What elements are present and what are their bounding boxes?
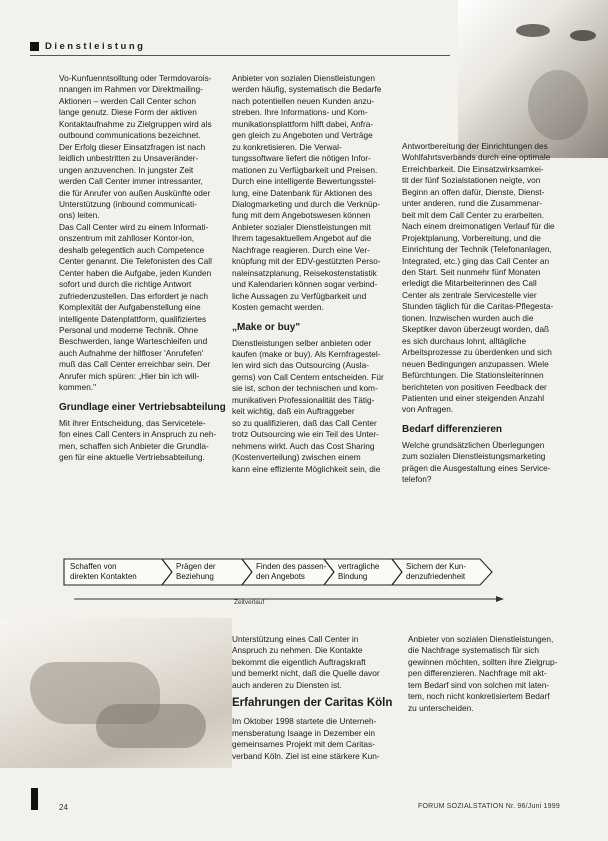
text-line: und bemerkt nicht, daß die Quelle davor: [232, 668, 380, 679]
text-line: Kosten gemacht werden.: [232, 302, 324, 313]
text-line: Dialogmarketing und durch die Verknüp-: [232, 198, 381, 209]
text-line: sofort und durch die richtige Antwort: [59, 279, 192, 290]
text-line: Wohlfahrtsverbands durch eine optimale: [402, 152, 551, 163]
text-line: Stunden täglich für die Caritas-Pflegesta-: [402, 301, 554, 312]
text-line: neuen Bedingungen anzupassen. Wiele: [402, 358, 549, 369]
time-axis-label: Zeitverlauf: [234, 599, 265, 606]
text-line: zum sozialen Dienstleistungsmarketing: [402, 451, 546, 462]
subhead-bedarf: Bedarf differenzieren: [402, 423, 503, 435]
text-line: Antwortbereitung der Einrichtungen des: [402, 141, 548, 151]
text-line: Nachfrage reagieren. Durch eine Ver-: [232, 244, 370, 255]
text-line: ungen anzuvenchen. In jungster Zeit: [59, 164, 194, 175]
text-line: Einrichtung der Technik (Telefonanlagen,: [402, 244, 552, 255]
text-line: so zu qualifizieren, daß das Call Center: [232, 417, 377, 428]
process-diagram: [56, 555, 526, 611]
text-line: bekommt die eigentlich Auftragskraft: [232, 656, 366, 667]
text-line: naleinsatzplanung, Reisekostenstatistik: [232, 267, 377, 278]
text-line: tionen. Inzwischen wurden auch die: [402, 312, 534, 323]
step-label-5: Sichern der Kun- denzufriedenheit: [406, 562, 467, 581]
text-line: den Start. Seit nunmehr fünf Monaten: [402, 266, 541, 277]
text-line: Arbeitsprozesse zu überdenken und sich: [402, 347, 552, 358]
subhead-make-or-buy: „Make or buy": [232, 321, 301, 333]
text-line: Beschwerden, lange Warteschleifen und: [59, 336, 208, 347]
text-line: die Nachfrage systematisch für sich: [408, 645, 539, 656]
text-line: pen differenzieren. Nachfrage mit akt-: [408, 668, 547, 679]
text-line: lange genutz. Diese Form der aktiven: [59, 107, 197, 118]
text-line: Anbieter von sozialen Dienstleistungen: [232, 73, 375, 83]
subhead-caritas: Erfahrungen der Caritas Köln: [232, 697, 393, 710]
subhead-grundlage: Grundlage einer Vertriebsabteilung: [59, 401, 226, 413]
text-line: Kontaktaufnahme zu Zielgruppen wird als: [59, 118, 212, 129]
step-label-2: Prägen der Beziehung: [176, 562, 216, 581]
section-marker-icon: [30, 42, 39, 51]
text-line: lung, eine Datenbank für Aktionen des: [232, 187, 373, 198]
text-line: trotz Outsourcing wie ein Teil des Unter-: [232, 429, 379, 440]
text-line: zu konkretisieren. Die Verwal-: [232, 141, 342, 152]
text-line: werden häufig, systematisch die Bedarfe: [232, 84, 382, 95]
step-label-3: Finden des passen- den Angebots: [256, 562, 327, 581]
text-line: Welche grundsätzlichen Überlegungen: [402, 439, 545, 450]
text-line: Skeptiker davon überzeugt worden, daß: [402, 324, 550, 335]
text-line: Center genannt. Die Telefonisten des Call: [59, 256, 212, 267]
text-line: muß das Call Center erreichbar sein. Der: [59, 359, 211, 370]
text-line: Unterstützung (inbound communicati-: [59, 198, 197, 209]
text-line: mationen zu Verfügbarkeit und Preisen.: [232, 164, 378, 175]
text-line: unter anderen, rund die Zusammenar-: [402, 198, 543, 209]
text-line: erledigt die Mitarbeiterinnen des Call: [402, 278, 537, 289]
time-axis-arrowhead: [496, 596, 504, 602]
text-line: kommen.": [59, 382, 97, 393]
step-label-4: vertragliche Bindung: [338, 562, 380, 581]
text-line: munikativen Professionalität des Tätig-: [232, 394, 375, 405]
text-line: men, schaffen sich Anbieter die Grundla-: [59, 440, 209, 451]
text-line: nehmens wirkt. Auch das Cost Sharing: [232, 440, 375, 451]
text-line: und Kalendarien können sogar verbind-: [232, 279, 378, 290]
text-line: Anbieter von sozialen Dienstleistungen,: [408, 634, 554, 644]
text-line: auch anderen zu Diensten ist.: [232, 679, 342, 690]
text-line: gewinnen möchten, sollten ihre Zielgrup-: [408, 656, 558, 667]
column-2-body-b: [232, 338, 404, 475]
text-line: prägen die Ausgestaltung eines Service-: [402, 462, 551, 473]
text-line: Der Erfolg dieser Einsatzfragen ist nach: [59, 141, 206, 152]
text-line: intelligente Datenplattform, qualifiziertes: [59, 313, 207, 324]
text-line: auch Aufnahme der hilfloser 'Anrufefen': [59, 347, 204, 358]
text-line: Center haben die Aufgabe, jeden Kunden: [59, 267, 212, 278]
text-line: fung mit dem Angebotswesen können: [232, 210, 371, 221]
text-line: Mit ihrer Entscheidung, das Servicetele-: [59, 417, 206, 428]
text-line: Unterstützung eines Call Center in: [232, 634, 359, 644]
text-line: die für Anrufer von außen Auskünfte oder: [59, 187, 211, 198]
text-line: Nach einem dreimonatigen Verlauf für die: [402, 221, 555, 232]
text-line: nnangen im Rahmen vor Direktmailing-: [59, 84, 203, 95]
text-line: (Kostenverteilung) zwischen einem: [232, 452, 361, 463]
text-line: Projektplanung, Vorbereitung, und die: [402, 232, 541, 243]
text-line: gemeinsames Projekt mit dem Caritas-: [232, 739, 375, 750]
text-line: keit wichtig, daß ein Auftraggeber: [232, 406, 355, 417]
text-line: knüpfung mit der EDV-gestützten Perso-: [232, 256, 381, 267]
text-line: Ihrem tagesaktuellem Angebot auf die: [232, 233, 372, 244]
text-line: tungssoftware liefert die nötigen Infor-: [232, 153, 371, 164]
column-1-body-b: [59, 418, 232, 464]
text-line: leidlich unbestritten zu Unsaveränder-: [59, 153, 199, 164]
text-line: berichteten von positiven Feedback der: [402, 381, 547, 392]
text-line: kaufen (make or buy). Als Kernfragestel-: [232, 348, 381, 359]
text-line: Vo-Kunfuenntsolltung oder Termdovarois-: [59, 73, 212, 83]
column-4-body-b: [232, 716, 404, 762]
text-line: Anbieter sozialer Dienstleistungen mit: [232, 221, 371, 232]
text-line: Komplexität der Aufgabenstellung eine: [59, 302, 201, 313]
text-line: Anrufer mich spüren: „Hier bin ich will-: [59, 370, 200, 381]
text-line: Beginn an offen dafür, Dienste, Dienst-: [402, 186, 545, 197]
text-line: nach potentiellen neuen Kunden anzu-: [232, 95, 375, 106]
corner-mark: [31, 788, 38, 810]
text-line: gen für eine aktuelle Vertriebsabteilung.: [59, 452, 205, 463]
text-line: ons) leiten.: [59, 210, 100, 221]
column-3: [402, 141, 570, 486]
column-2: [232, 73, 404, 475]
column-3-body-b: [402, 440, 570, 486]
text-line: len wird sich das Outsourcing (Ausla-: [232, 360, 369, 371]
column-4: [232, 634, 404, 762]
text-line: deshalb gelegentlich auch Competence: [59, 244, 205, 255]
header-rule: [30, 55, 450, 56]
text-line: liche Aussagen zu Verfügbarkeit und: [232, 290, 367, 301]
text-line: werden Call Center immer intressanter,: [59, 176, 203, 187]
text-line: zu unterscheiden.: [408, 702, 474, 713]
section-header: [30, 41, 145, 52]
column-1-body: [59, 73, 232, 394]
column-1: [59, 73, 232, 464]
text-line: sie ist, schon der technischen und kom-: [232, 383, 378, 394]
text-line: streben. Ihre Informations- und Kom-: [232, 107, 368, 118]
text-line: es sich durchaus lohnt, alltägliche: [402, 335, 527, 346]
text-line: Anspruch zu nehmen. Die Kontakte: [232, 645, 363, 656]
text-line: Integrated, etc.) ging das Call Center an: [402, 255, 550, 266]
step-label-1: Schaffen von direkten Kontakten: [70, 562, 137, 581]
text-line: outbound communications bezeichnet.: [59, 130, 201, 141]
text-line: tem, noch nicht konkretisiertem Bedarf: [408, 691, 550, 702]
section-title: Dienstleistung: [45, 41, 146, 52]
text-line: gen gleich zu Angeboten und Verträge: [232, 130, 373, 141]
text-line: tit der fünf Sozialstationen neigte, von: [402, 175, 541, 186]
column-3-body: [402, 141, 570, 416]
text-line: onszentrum mit zahlloser Kontor-ion,: [59, 233, 195, 244]
text-line: beit mit dem Call Center zu erarbeiten.: [402, 209, 545, 220]
portrait-photo: [458, 0, 608, 158]
text-line: Center als zentrale Servicestelle vier: [402, 289, 537, 300]
text-line: Durch eine intelligente Bewertungsstel-: [232, 176, 376, 187]
text-line: von Anfragen.: [402, 404, 454, 415]
publication-footer: FORUM SOZIALSTATION Nr. 96/Juni 1999: [418, 803, 560, 810]
text-line: kann eine effiziente Möglichkeit sein, die: [232, 463, 381, 474]
column-5: [408, 634, 570, 714]
hands-photo: [0, 618, 232, 768]
text-line: zufriedenzustellen. Das erfordert je nach: [59, 290, 208, 301]
page-number: 24: [59, 803, 68, 812]
text-line: Im Oktober 1998 startete die Unterneh-: [232, 716, 377, 727]
column-5-body: [408, 634, 570, 714]
text-line: Befürchtungen. Die Stationsleiterinnen: [402, 370, 544, 381]
text-line: Personal und moderne Technik. Ohne: [59, 324, 199, 335]
text-line: Patienten und einer steigenden Anzahl: [402, 392, 545, 403]
text-line: Dienstleistungen selber anbieten oder: [232, 337, 372, 348]
text-line: Aktionen – werden Call Center schon: [59, 95, 196, 106]
text-line: mensberatung Isaage in Dezember ein: [232, 727, 375, 738]
column-2-body: [232, 73, 404, 314]
text-line: tem Bedarf sind von solchen mit laten-: [408, 679, 550, 690]
text-line: gerns) von Call Centern entscheiden. Für: [232, 371, 384, 382]
column-4-body: [232, 634, 404, 691]
text-line: munikationsplattform hilft dabei, Anfra-: [232, 118, 374, 129]
text-line: verband Köln. Ziel ist eine stärkere Kun-: [232, 750, 380, 761]
text-line: Das Call Center wird zu einem Informati-: [59, 221, 209, 232]
text-line: fon eines Call Centers in Anspruch zu neh-: [59, 429, 217, 440]
text-line: telefon?: [402, 474, 432, 485]
text-line: Erreichbarkeit. Die Einsatzwirksamkei-: [402, 163, 544, 174]
